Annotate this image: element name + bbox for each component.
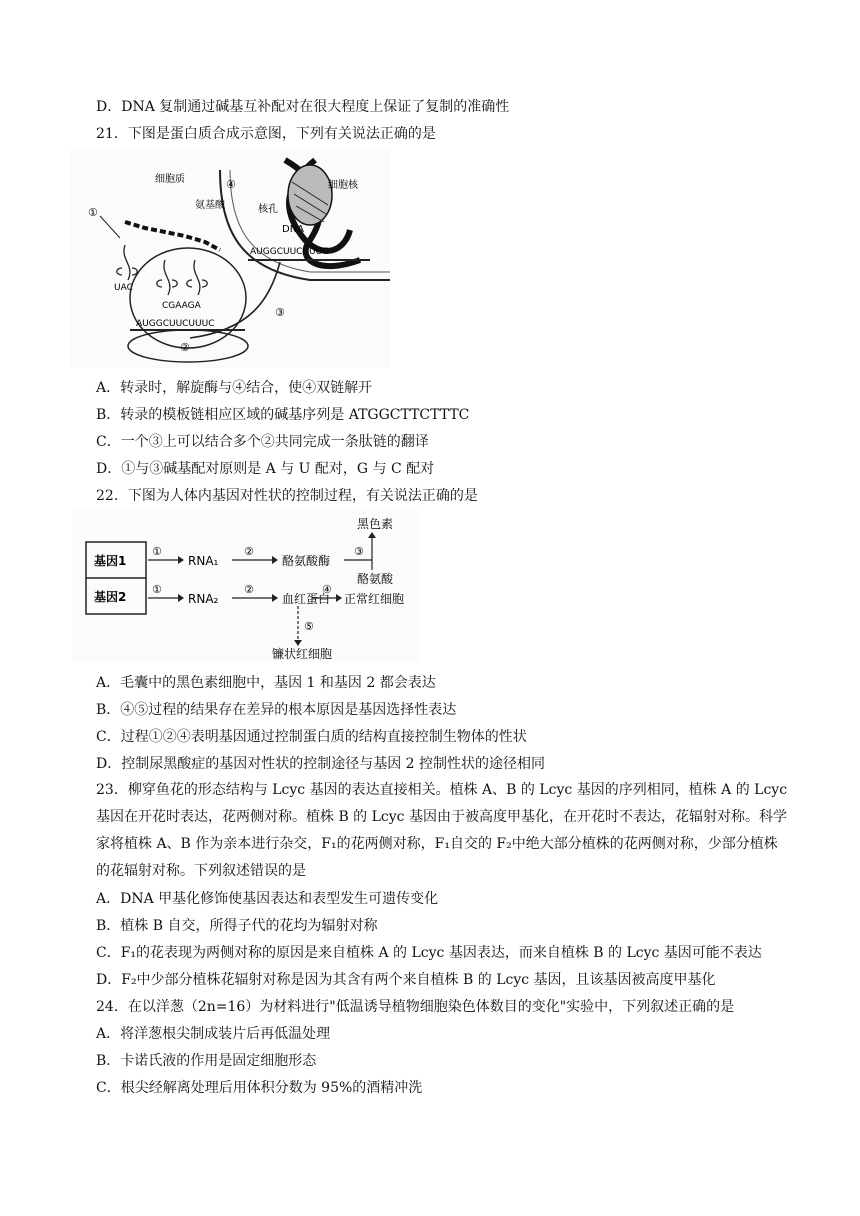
- label-normal-rbc: 正常红细胞: [344, 592, 405, 606]
- question-22: 22．下图为人体内基因对性状的控制过程，有关说法正确的是: [96, 488, 478, 504]
- label-marker-3: ③: [275, 306, 285, 319]
- option-23a: A．DNA 甲基化修饰使基因表达和表型发生可遗传变化: [96, 891, 439, 907]
- option-21d: D．①与③碱基配对原则是 A 与 U 配对，G 与 C 配对: [96, 461, 435, 477]
- option-24c: C．根尖经解离处理后用体积分数为 95%的酒精冲洗: [96, 1080, 423, 1096]
- protein-synthesis-figure: [70, 150, 390, 368]
- label-rna2: RNA₂: [188, 592, 219, 606]
- option-22c: C．过程①②④表明基因通过控制蛋白质的结构直接控制生物体的性状: [96, 729, 527, 745]
- sequence-ribosome-mrna: AUGGCUUCUUUC: [136, 319, 215, 329]
- option-21b: B．转录的模板链相应区域的碱基序列是 ATGGCTTCTTTC: [96, 407, 470, 423]
- step-2-bottom: ②: [244, 583, 254, 596]
- option-24a: A．将洋葱根尖制成装片后再低温处理: [96, 1026, 331, 1042]
- label-gene2: 基因2: [94, 590, 127, 604]
- step-2-top: ②: [244, 545, 254, 558]
- anticodon-1: UAC: [114, 283, 133, 293]
- step-5: ⑤: [304, 620, 314, 633]
- label-amino-acid: 氨基酸: [195, 200, 225, 211]
- option-22d: D．控制尿黑酸症的基因对性状的控制途径与基因 2 控制性状的途径相同: [96, 756, 546, 772]
- sequence-nuclear-mrna: AUGGCUUCUUUC: [250, 247, 329, 257]
- label-marker-4: ④: [226, 178, 236, 191]
- gene-control-figure: [72, 510, 420, 662]
- ribosome-large-subunit: [130, 248, 246, 348]
- option-23b: B．植株 B 自交，所得子代的花均为辐射对称: [96, 918, 378, 934]
- option-21c: C．一个③上可以结合多个②共同完成一条肽链的翻译: [96, 434, 429, 450]
- label-tyrosine: 酪氨酸: [357, 572, 394, 586]
- label-dna: DNA: [282, 224, 305, 235]
- label-nucleus: 细胞核: [328, 180, 358, 191]
- step-4: ④: [322, 583, 332, 596]
- option-23c: C．F₁的花表现为两侧对称的原因是来自植株 A 的 Lcyc 基因表达，而来自植株 B 的 Lcyc 基因可能不表达: [96, 945, 762, 961]
- label-sickle-rbc: 镰状红细胞: [272, 647, 333, 661]
- question-23-stem: 23．柳穿鱼花的形态结构与 Lcyc 基因的表达直接相关。植株 A、B 的 Lcyc 基因的序列相同，植株 A 的 Lcyc 基因在开花时表达，花两侧对称。植株 B 的 Lcyc 基因由于被高度甲基化，在开花时不表达，花辐射对称。科学家将植株 A、B 作为亲本进行杂交，F₁的花两侧对称，F₁自交的 F₂中绝大部分植株的花两侧对称，少部分植株的花辐射对称。下列叙述错误的是: [96, 782, 788, 879]
- option-22a: A．毛囊中的黑色素细胞中，基因 1 和基因 2 都会表达: [96, 675, 436, 691]
- option-24b: B．卡诺氏液的作用是固定细胞形态: [96, 1053, 317, 1069]
- option-22b: B．④⑤过程的结果存在差异的根本原因是基因选择性表达: [96, 702, 457, 718]
- question-21: 21．下图是蛋白质合成示意图，下列有关说法正确的是: [96, 126, 436, 142]
- step-1-top: ①: [152, 545, 162, 558]
- label-cytoplasm: 细胞质: [155, 174, 185, 185]
- label-marker-1: ①: [88, 206, 98, 219]
- label-tyrosinase: 酪氨酸酶: [282, 554, 331, 568]
- label-hemoglobin: 血红蛋白: [282, 592, 331, 606]
- option-23d: D．F₂中少部分植株花辐射对称是因为其含有两个来自植株 B 的 Lcyc 基因，且该基因被高度甲基化: [96, 972, 716, 988]
- label-rna1: RNA₁: [188, 554, 219, 568]
- label-nuclear-pore: 核孔: [258, 204, 278, 215]
- label-marker-2: ②: [180, 341, 190, 354]
- label-gene1: 基因1: [94, 554, 127, 568]
- option-21a: A．转录时，解旋酶与④结合，使④双链解开: [96, 380, 373, 396]
- peptide-chain: [125, 222, 220, 250]
- step-1-bottom: ①: [152, 583, 162, 596]
- label-melanin: 黑色素: [357, 517, 394, 531]
- anticodon-2: CGAAGA: [162, 301, 201, 311]
- step-3: ③: [354, 545, 364, 558]
- option-20d: D．DNA 复制通过碱基互补配对在很大程度上保证了复制的准确性: [96, 99, 510, 115]
- question-24: 24．在以洋葱（2n=16）为材料进行"低温诱导植物细胞染色体数目的变化"实验中，下列叙述正确的是: [96, 999, 735, 1015]
